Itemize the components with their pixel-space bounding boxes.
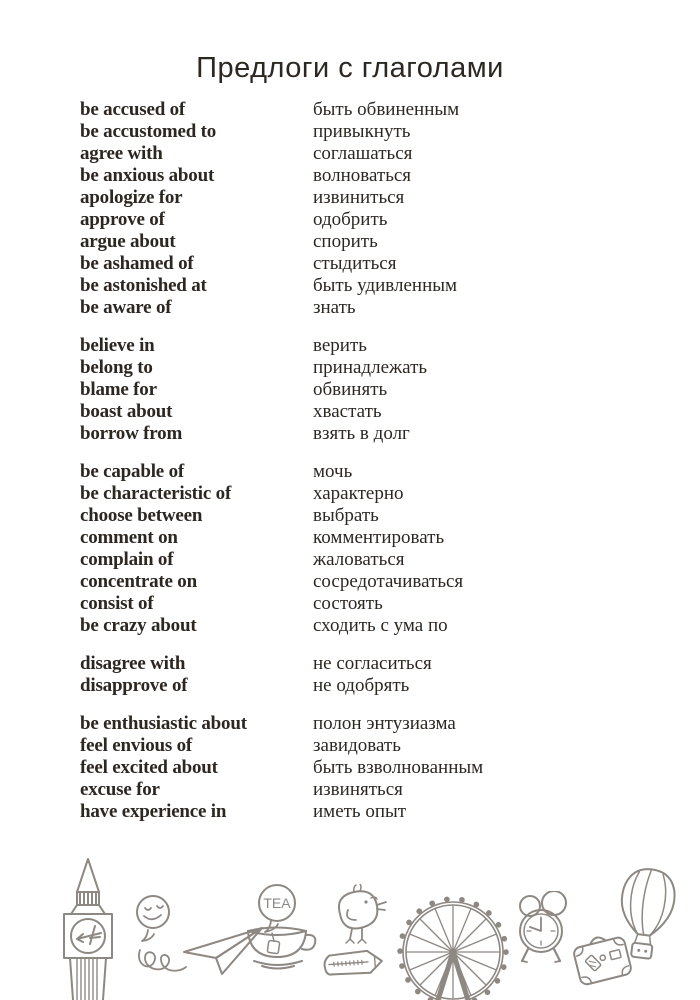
vocab-group <box>80 713 640 823</box>
vocab-row <box>80 757 640 779</box>
vocab-russian-translation: волноваться <box>313 165 412 186</box>
vocab-english-phrase: be astonished at <box>80 275 207 296</box>
vocab-english-phrase: be characteristic of <box>80 483 232 504</box>
vocab-russian-translation: характерно <box>313 483 404 504</box>
vocab-russian-translation: мочь <box>313 461 353 482</box>
svg-text:TEA: TEA <box>263 895 291 911</box>
vocab-row <box>80 461 640 483</box>
vocab-row <box>80 675 640 697</box>
vocab-english-phrase: be anxious about <box>80 165 215 186</box>
vocab-english-phrase: feel envious of <box>80 735 193 756</box>
pencil-icon <box>319 944 385 984</box>
vocab-row <box>80 483 640 505</box>
vocab-russian-translation: одобрить <box>313 209 388 230</box>
vocab-russian-translation: извиниться <box>313 187 405 208</box>
vocab-row <box>80 505 640 527</box>
vocab-english-phrase: approve of <box>80 209 165 230</box>
vocab-list <box>80 99 640 839</box>
vocab-row <box>80 549 640 571</box>
vocab-english-phrase: belong to <box>80 357 153 378</box>
vocab-row <box>80 779 640 801</box>
vocab-row <box>80 253 640 275</box>
vocab-group <box>80 461 640 637</box>
ferris-wheel-icon <box>396 896 512 1000</box>
vocab-english-phrase: be accused of <box>80 99 186 120</box>
vocab-english-phrase: be ashamed of <box>80 253 194 274</box>
vocab-row <box>80 801 640 823</box>
vocab-group <box>80 99 640 319</box>
vocab-group <box>80 653 640 697</box>
vocab-english-phrase: choose between <box>80 505 203 526</box>
vocab-english-phrase: argue about <box>80 231 176 252</box>
vocab-russian-translation: быть обвиненным <box>313 99 460 120</box>
vocab-english-phrase: complain of <box>80 549 174 570</box>
vocab-russian-translation: знать <box>313 297 356 318</box>
vocab-english-phrase: agree with <box>80 143 163 164</box>
vocab-russian-translation: не согласиться <box>313 653 432 674</box>
vocab-russian-translation: быть взволнованным <box>313 757 484 778</box>
vocab-english-phrase: apologize for <box>80 187 183 208</box>
vocab-russian-translation: обвинять <box>313 379 388 400</box>
vocab-russian-translation: полон энтузиазма <box>313 713 456 734</box>
vocab-row <box>80 653 640 675</box>
vocab-english-phrase: be accustomed to <box>80 121 217 142</box>
vocab-english-phrase: comment on <box>80 527 178 548</box>
vocab-english-phrase: consist of <box>80 593 154 614</box>
vocab-english-phrase: be enthusiastic about <box>80 713 247 734</box>
vocab-row <box>80 593 640 615</box>
vocab-russian-translation: соглашаться <box>313 143 413 164</box>
vocab-russian-translation: жаловаться <box>313 549 405 570</box>
vocab-row <box>80 735 640 757</box>
vocab-row <box>80 379 640 401</box>
vocab-row <box>80 187 640 209</box>
vocab-russian-translation: сосредотачиваться <box>313 571 464 592</box>
vocab-russian-translation: стыдиться <box>313 253 397 274</box>
bird-icon <box>330 884 388 948</box>
vocab-english-phrase: blame for <box>80 379 157 400</box>
vocab-english-phrase: borrow from <box>80 423 183 444</box>
vocab-english-phrase: concentrate on <box>80 571 197 592</box>
vocab-russian-translation: сходить с ума по <box>313 615 448 636</box>
vocab-row <box>80 615 640 637</box>
vocab-russian-translation: не одобрять <box>313 675 410 696</box>
big-ben-icon <box>52 856 124 1000</box>
vocab-russian-translation: извиняться <box>313 779 403 800</box>
vocab-russian-translation: состоять <box>313 593 383 614</box>
hot-air-balloon-icon <box>608 862 684 969</box>
vocab-row <box>80 209 640 231</box>
vocab-russian-translation: спорить <box>313 231 378 252</box>
vocab-russian-translation: верить <box>313 335 367 356</box>
vocab-row <box>80 297 640 319</box>
vocab-english-phrase: excuse for <box>80 779 160 800</box>
vocab-row <box>80 527 640 549</box>
vocab-russian-translation: хвастать <box>313 401 382 422</box>
vocab-row <box>80 121 640 143</box>
vocab-row <box>80 165 640 187</box>
vocab-row <box>80 713 640 735</box>
vocab-russian-translation: выбрать <box>313 505 379 526</box>
vocab-row <box>80 143 640 165</box>
vocab-english-phrase: be capable of <box>80 461 185 482</box>
alarm-clock-icon <box>514 891 570 967</box>
page-title: Предлоги с глаголами <box>196 52 504 84</box>
vocab-english-phrase: disagree with <box>80 653 186 674</box>
vocab-russian-translation: быть удивленным <box>313 275 458 296</box>
vocab-row <box>80 275 640 297</box>
vocab-row <box>80 423 640 445</box>
vocab-row <box>80 99 640 121</box>
vocab-russian-translation: принадлежать <box>313 357 428 378</box>
vocab-row <box>80 335 640 357</box>
vocab-russian-translation: завидовать <box>313 735 401 756</box>
vocab-english-phrase: disapprove of <box>80 675 188 696</box>
vocab-row <box>80 571 640 593</box>
vocab-english-phrase: have experience in <box>80 801 227 822</box>
vocab-english-phrase: be aware of <box>80 297 172 318</box>
vocab-english-phrase: feel excited about <box>80 757 218 778</box>
vocab-russian-translation: привыкнуть <box>313 121 411 142</box>
vocab-russian-translation: комментировать <box>313 527 445 548</box>
vocab-russian-translation: взять в долг <box>313 423 410 444</box>
vocab-group <box>80 335 640 445</box>
vocab-english-phrase: boast about <box>80 401 173 422</box>
vocab-russian-translation: иметь опыт <box>313 801 407 822</box>
vocab-english-phrase: believe in <box>80 335 155 356</box>
vocab-row <box>80 401 640 423</box>
vocab-row <box>80 231 640 253</box>
tea-cup-icon <box>240 883 332 983</box>
vocab-row <box>80 357 640 379</box>
vocab-english-phrase: be crazy about <box>80 615 197 636</box>
footer-doodles <box>0 850 700 1000</box>
